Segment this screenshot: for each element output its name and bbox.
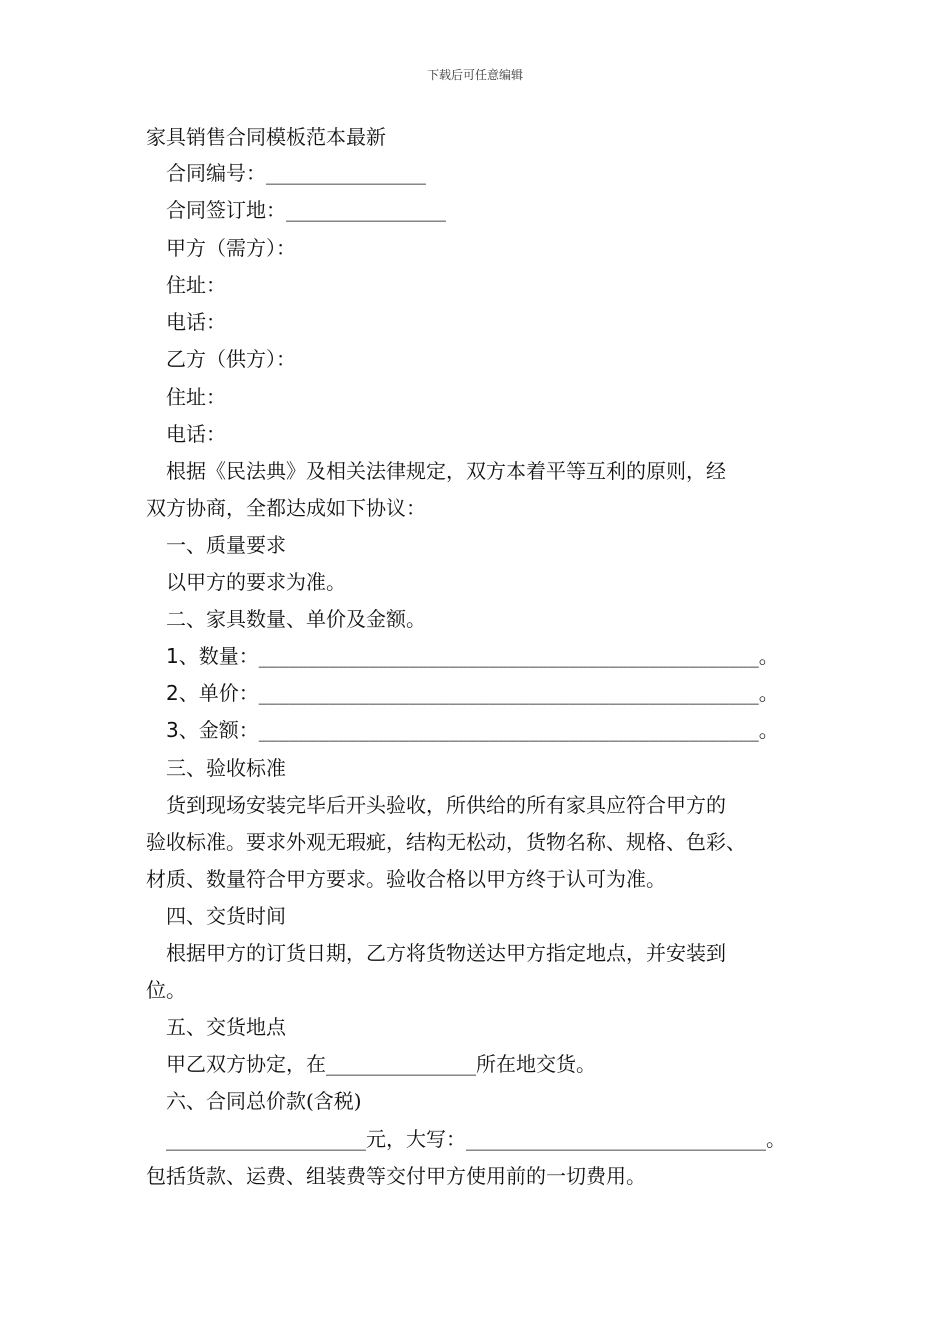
unit-price-end: 。 bbox=[758, 681, 779, 705]
party-b-address: 住址： bbox=[166, 385, 226, 409]
amount-label: 、金额： bbox=[178, 718, 259, 742]
total-price-line bbox=[166, 1126, 786, 1152]
section-3-line-2: 验收标准。要求外观无瑕疵，结构无松动，货物名称、规格、色彩、 bbox=[146, 830, 746, 854]
section-6-line-2: 包括货款、运费、组装费等交付甲方使用前的一切费用。 bbox=[146, 1164, 646, 1188]
total-price-words-blank: ______________________________ bbox=[466, 1127, 766, 1151]
unit-price-number: 2 bbox=[166, 681, 179, 705]
party-a-phone: 电话： bbox=[166, 310, 226, 334]
total-price-blank: ____________________ bbox=[166, 1127, 366, 1151]
sign-place-line bbox=[166, 197, 446, 223]
amount-line bbox=[166, 717, 779, 743]
preamble-line-1: 根据《民法典》及相关法律规定，双方本着平等互利的原则，经 bbox=[166, 459, 726, 483]
section-3-line-3: 材质、数量符合甲方要求。验收合格以甲方终于认可为准。 bbox=[146, 867, 666, 891]
quantity-end: 。 bbox=[758, 644, 779, 668]
section-5-body bbox=[166, 1051, 596, 1077]
contract-number-line bbox=[166, 160, 426, 186]
section-4-heading: 四、交货时间 bbox=[166, 904, 286, 928]
section-4-line-1: 根据甲方的订货日期，乙方将货物送达甲方指定地点，并安装到 bbox=[166, 941, 726, 965]
party-a-address: 住址： bbox=[166, 273, 226, 297]
section-6-heading: 六、合同总价款(含税) bbox=[166, 1089, 362, 1113]
contract-number-blank: ________________ bbox=[266, 161, 426, 185]
sign-place-blank: ________________ bbox=[286, 198, 446, 222]
section-2-heading: 二、家具数量、单价及金额。 bbox=[166, 607, 426, 631]
delivery-place-blank: _______________ bbox=[326, 1052, 476, 1076]
party-a-label: 甲方（需方）： bbox=[166, 236, 296, 260]
amount-blank: __________________________________________________ bbox=[258, 718, 759, 742]
page-header-note: 下载后可任意编辑 bbox=[426, 68, 523, 82]
section-5-pre: 甲乙双方协定，在 bbox=[166, 1052, 326, 1076]
quantity-line bbox=[166, 643, 779, 669]
contract-number-label: 合同编号： bbox=[166, 161, 266, 185]
unit-price-line bbox=[166, 680, 779, 706]
unit-price-label: 、单价： bbox=[178, 681, 259, 705]
party-b-phone: 电话： bbox=[166, 422, 226, 446]
sign-place-label: 合同签订地： bbox=[166, 198, 286, 222]
amount-end: 。 bbox=[758, 718, 779, 742]
section-3-line-1: 货到现场安装完毕后开头验收，所供给的所有家具应符合甲方的 bbox=[166, 793, 726, 817]
section-1-body: 以甲方的要求为准。 bbox=[166, 570, 346, 594]
quantity-number: 1 bbox=[166, 644, 179, 668]
document-title: 家具销售合同模板范本最新 bbox=[146, 125, 386, 149]
quantity-blank: __________________________________________________ bbox=[258, 644, 759, 668]
preamble-line-2: 双方协商，全都达成如下协议： bbox=[146, 496, 426, 520]
section-5-heading: 五、交货地点 bbox=[166, 1015, 286, 1039]
unit-price-blank: __________________________________________________ bbox=[258, 681, 759, 705]
section-1-heading: 一、质量要求 bbox=[166, 533, 286, 557]
section-5-post: 所在地交货。 bbox=[476, 1052, 596, 1076]
quantity-label: 、数量： bbox=[178, 644, 259, 668]
section-3-heading: 三、验收标准 bbox=[166, 756, 286, 780]
party-b-label: 乙方（供方）： bbox=[166, 347, 296, 371]
section-4-line-2: 位。 bbox=[146, 978, 186, 1002]
amount-number: 3 bbox=[166, 718, 179, 742]
total-price-mid: 元，大写： bbox=[366, 1127, 466, 1151]
total-price-end: 。 bbox=[766, 1127, 786, 1151]
